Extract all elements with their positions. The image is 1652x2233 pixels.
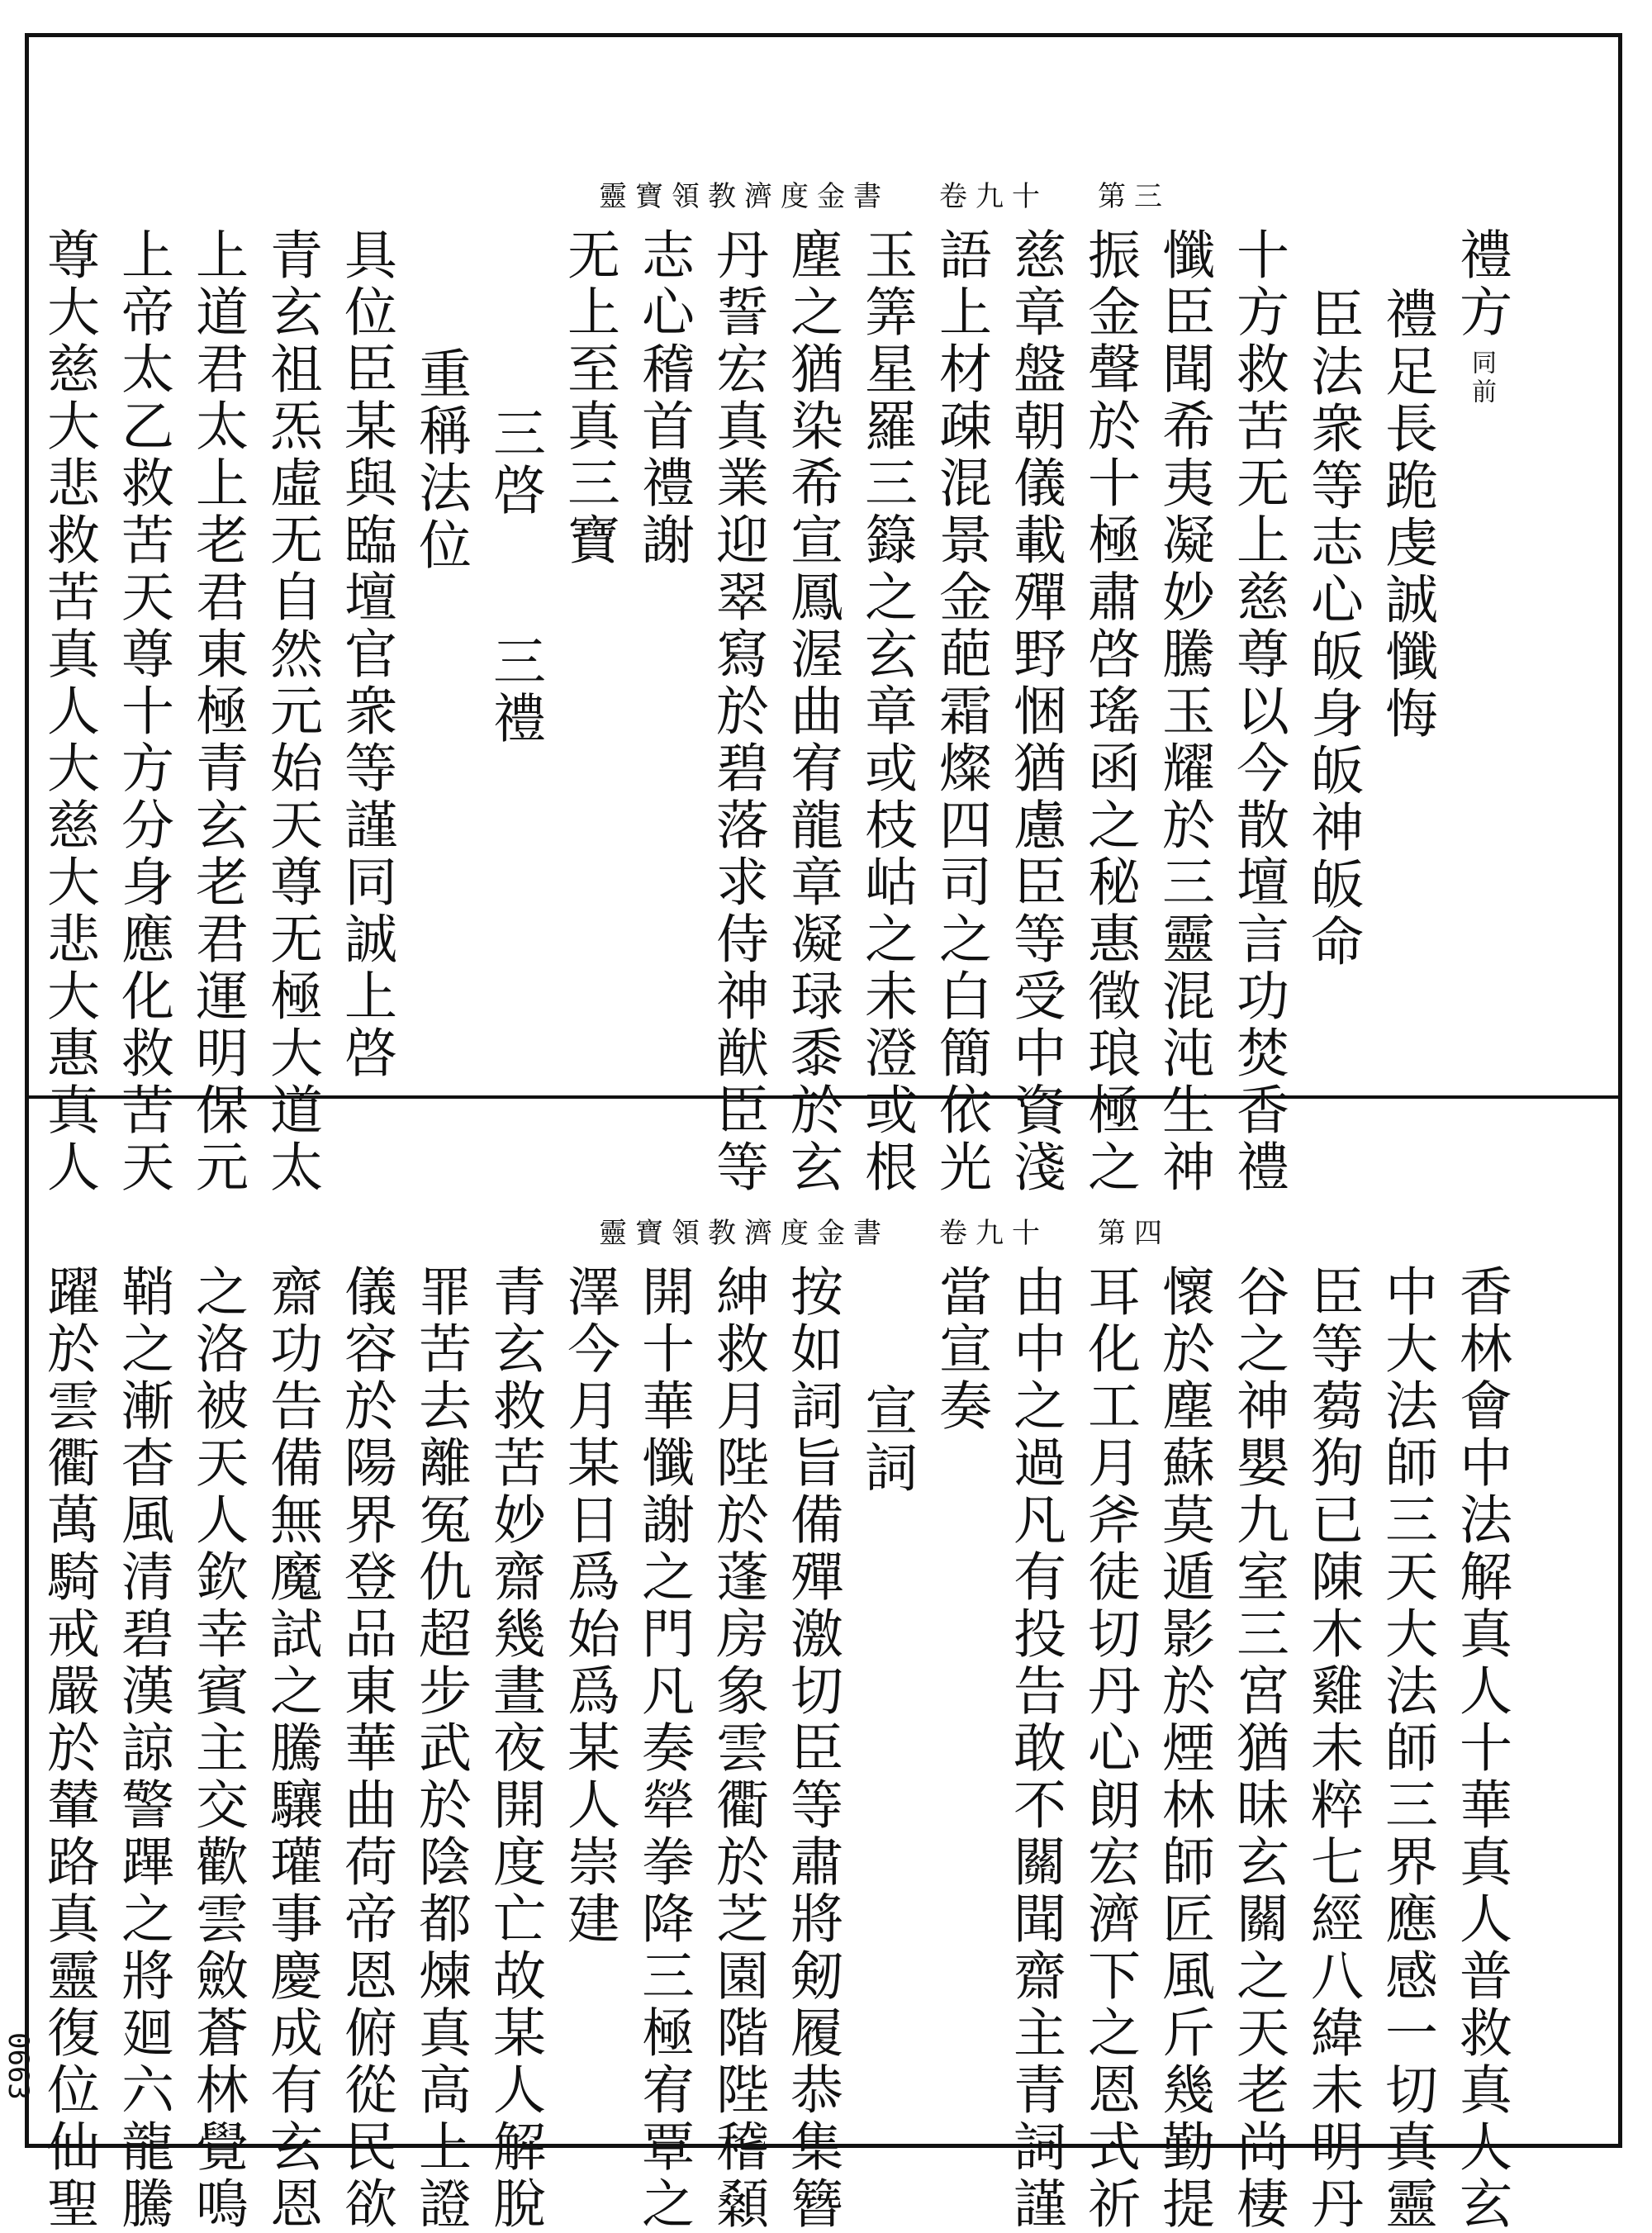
column-text: 慈章盤朝儀載殫野悃猶慮臣等受中資淺 — [1004, 227, 1066, 1196]
column-text: 志心稽首禮謝 — [633, 227, 694, 569]
column-text: 上道君太上老君東極青玄老君運明保元 — [187, 227, 248, 1196]
column-text: 振金聲於十極肅啓瑤函之秘惠徵琅極之 — [1079, 227, 1140, 1196]
text-column — [336, 227, 396, 1082]
column-text: 塵之猶染希宣鳳渥曲宥龍章凝琭黍於玄 — [781, 227, 843, 1196]
column-text: 語上材疎混景金葩霜燦四司之白簡依光 — [930, 227, 991, 1196]
column-text: 具位臣某與臨壇官衆等謹同誠上啓 — [335, 227, 396, 1082]
column-text: 尊大慈大悲救苦真人大慈大悲大惠真人 — [38, 227, 99, 1196]
header-leaf: 第四 — [1098, 1217, 1170, 1250]
column-text: 玉筭星羅三籙之玄章或枝岵之未澄或根 — [856, 227, 917, 1196]
header-volume: 卷九十 — [939, 180, 1048, 213]
text-column — [931, 227, 990, 1196]
header-volume: 卷九十 — [939, 1217, 1048, 1250]
text-column — [782, 227, 842, 1196]
text-column — [39, 1264, 98, 2233]
text-column — [1080, 227, 1139, 1196]
text-column — [1154, 227, 1213, 1196]
text-column — [1303, 227, 1362, 971]
text-column — [485, 227, 544, 748]
column-text: 齋功告備無魔試之騰驤瓘事慶成有玄恩 — [261, 1264, 322, 2233]
text-column — [708, 1264, 767, 2233]
text-column — [1228, 1264, 1288, 2233]
column-text: 无上至真三寶 — [558, 227, 620, 569]
text-column — [262, 1264, 321, 2233]
column-text: 禮足長跪虔誠懺悔 — [1376, 287, 1437, 743]
column-text: 由中之過凡有投告敢不關聞齋主青詞謹 — [1004, 1264, 1066, 2233]
column-text: 罪苦去離冤仇超步武於陰都煉真高上證 — [410, 1264, 471, 2233]
text-column — [411, 227, 470, 574]
column-text: 臣法衆等志心皈身皈神皈命 — [1302, 287, 1363, 971]
text-column — [634, 1264, 693, 2233]
text-column — [113, 227, 173, 1196]
column-text: 十方救苦无上慈尊以今散壇言功焚香禮 — [1227, 227, 1289, 1196]
text-column — [188, 1264, 247, 2233]
header-leaf: 第三 — [1098, 180, 1170, 213]
column-text: 澤今月某日爲始爲某人崇建 — [558, 1264, 620, 1948]
text-column — [1303, 1264, 1362, 2233]
column-text: 開十華懺謝之門凡奏犖拳降三極宥覃之 — [633, 1264, 694, 2233]
header-book-title: 靈寶領教濟度金書 — [599, 1217, 890, 1250]
column-text: 禮方 — [1450, 227, 1512, 341]
column-note: 同前 — [1467, 349, 1496, 407]
text-column — [1005, 1264, 1065, 2233]
text-column — [857, 227, 916, 1196]
column-text: 香林會中法解真人十華真人普救真人玄 — [1450, 1264, 1512, 2233]
text-column — [1005, 227, 1065, 1196]
running-header — [599, 1210, 1170, 1251]
column-text: 臣等蒭狗已陳木雞未粹七經八緯未明丹 — [1302, 1264, 1363, 2233]
text-column — [857, 1264, 916, 1497]
text-column — [262, 227, 321, 1196]
page-frame — [25, 33, 1622, 2233]
column-text: 懷於塵蘇莫遁影於煙林師匠風斤幾勤提 — [1153, 1264, 1214, 2233]
text-column — [1377, 227, 1436, 743]
text-column — [931, 1264, 990, 1435]
column-text: 宣詞 — [856, 1383, 917, 1497]
column-text: 紳救月陛於蓬房象雲衢於芝園階陛稽顙 — [707, 1264, 768, 2233]
page-number: 0663 — [2, 2032, 35, 2100]
column-text: 當宣奏 — [930, 1264, 991, 1435]
column-text: 上帝太乙救苦天尊十方分身應化救苦天 — [112, 227, 173, 1196]
text-column — [634, 227, 693, 569]
header-book-title: 靈寶領教濟度金書 — [599, 180, 890, 213]
text-column — [782, 1264, 842, 2233]
text-columns — [38, 1264, 1512, 2233]
column-text: 懺臣聞希夷凝妙騰玉耀於三靈混沌生神 — [1153, 227, 1214, 1196]
text-column — [188, 227, 247, 1196]
column-text: 之洛被天人欽幸賓主交歡雲斂蒼林覺鳴 — [187, 1264, 248, 2233]
column-text: 青玄救苦妙齋幾晝夜開度亡故某人解脫 — [484, 1264, 545, 2233]
text-column — [485, 1264, 544, 2233]
text-column — [336, 1264, 396, 2233]
column-text: 重稱法位 — [410, 346, 471, 574]
running-header — [599, 173, 1170, 214]
text-column — [1451, 1264, 1511, 2233]
text-column — [1080, 1264, 1139, 2233]
text-columns — [38, 227, 1512, 1196]
text-column — [39, 227, 98, 1196]
text-column — [1377, 1264, 1436, 2233]
text-column — [1451, 227, 1511, 407]
column-text: 鞘之漸杳風清碧漢諒警蹕之將廻六龍騰 — [112, 1264, 173, 2233]
column-text: 中大法師三天大法師三界應感一切真靈 — [1376, 1264, 1437, 2233]
bottom-page — [29, 1099, 1618, 2233]
column-text: 儀容於陽界登品東華曲荷帝恩俯從民欲 — [335, 1264, 396, 2233]
column-text: 耳化工月斧徒切丹心朗宏濟下之恩式祈 — [1079, 1264, 1140, 2233]
text-column — [559, 227, 619, 569]
column-text: 躍於雲衢萬騎戒嚴於輦路真靈復位仙聖 — [38, 1264, 99, 2233]
column-text: 按如詞旨備殫激切臣等肅將剱履恭集簪 — [781, 1264, 843, 2233]
text-column — [1228, 227, 1288, 1196]
text-column — [1154, 1264, 1213, 2233]
text-column — [113, 1264, 173, 2233]
top-page — [29, 37, 1618, 1196]
text-column — [411, 1264, 470, 2233]
column-text: 丹誓宏真業迎翠寫於碧落求侍神猷臣等 — [707, 227, 768, 1196]
column-text: 青玄祖炁虛无自然元始天尊无極大道太 — [261, 227, 322, 1196]
column-text: 谷之神嬰九室三宮猶昧玄關之天老尚棲 — [1227, 1264, 1289, 2233]
column-text: 三啓 三禮 — [484, 406, 545, 748]
text-column — [708, 227, 767, 1196]
text-column — [559, 1264, 619, 1948]
